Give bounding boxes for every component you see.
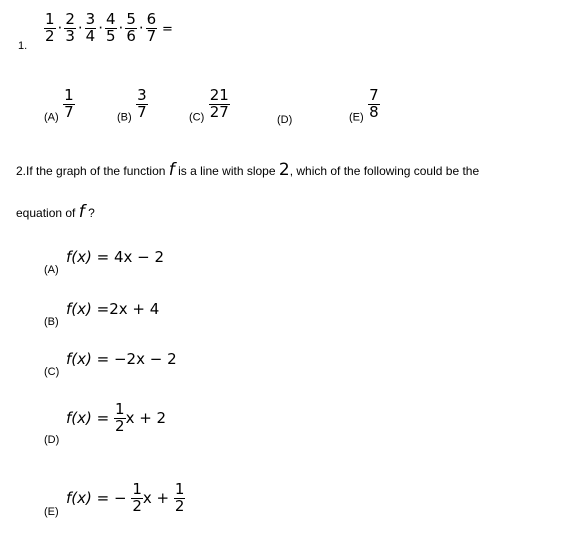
choice-2e-equation: f(x) = − $\frac{1}{2}$ x + $\frac{1}{2}$ xyxy=(66,480,185,515)
question-2-text-line2: equation of f ? xyxy=(16,202,95,222)
fraction: $\frac{1}{2}$ xyxy=(132,480,142,515)
choice-2d-label: (D) xyxy=(44,434,60,446)
choice-2c-equation: f(x) = −2x − 2 xyxy=(66,350,177,368)
multiply-dot: · xyxy=(77,19,83,38)
multiply-dot: · xyxy=(98,19,103,38)
equals-sign: = xyxy=(161,21,173,37)
fraction: $\frac{3}{7}$ xyxy=(137,86,147,121)
choice-2c-label: (C) xyxy=(44,366,60,378)
choice-1e: $_{(E)}$ $\frac{7}{8}$ xyxy=(349,86,379,124)
question-1-number: 1. xyxy=(18,40,28,52)
choice-2a-equation: f(x) = 4x − 2 xyxy=(66,248,165,266)
fraction: $\frac{1}{2}$ xyxy=(174,480,185,515)
choice-2e-label: (E) xyxy=(44,506,59,518)
fraction: $\frac{6}{7}$ xyxy=(146,10,157,45)
fraction: $\frac{1}{2}$ xyxy=(115,400,125,435)
choice-1a: $_{(A)}$ $\frac{1}{7}$ xyxy=(44,86,74,124)
fraction: $\frac{1}{2}$ xyxy=(45,10,55,45)
multiply-dot: · xyxy=(118,19,124,38)
question-1-expression xyxy=(44,12,173,45)
choice-1c: $_{(C)}$ $\frac{21}{27}$ xyxy=(189,86,229,124)
choice-2b-equation: f(x) =2x + 4 xyxy=(66,300,160,318)
choice-2d-equation: f(x) = $\frac{1}{2}$ x + 2 xyxy=(66,400,167,435)
fraction: $\frac{2}{3}$ xyxy=(65,10,75,45)
fraction: $\frac{1}{7}$ xyxy=(64,86,74,121)
choice-1d: (D) xyxy=(277,114,293,126)
choice-2a-label: (A) xyxy=(44,264,59,276)
fraction: $\frac{21}{27}$ xyxy=(209,86,229,121)
question-2-text-line1: 2.If the graph of the function f is a line with slope 2, which of the following could be the xyxy=(16,160,480,180)
multiply-dot: · xyxy=(138,19,144,38)
fraction: $\frac{3}{4}$ xyxy=(85,10,96,45)
fraction: $\frac{5}{6}$ xyxy=(126,10,136,45)
choice-2b-label: (B) xyxy=(44,316,59,328)
fraction: $\frac{4}{5}$ xyxy=(105,10,116,45)
multiply-dot: · xyxy=(57,19,63,38)
choice-1b: $_{(B)}$ $\frac{3}{7}$ xyxy=(117,86,147,124)
fraction: $\frac{7}{8}$ xyxy=(369,86,379,121)
